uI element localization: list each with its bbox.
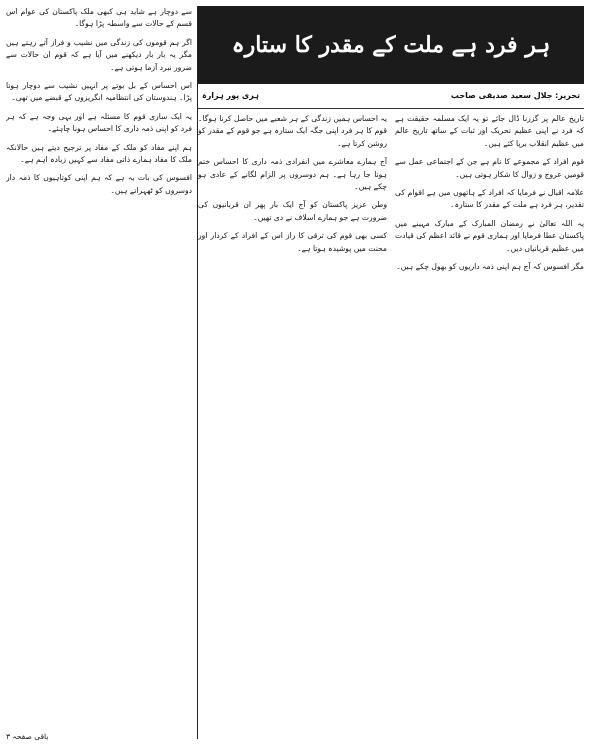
byline-label: تحریر: bbox=[555, 90, 580, 100]
headline-banner bbox=[198, 6, 584, 84]
article-subcolumn-right bbox=[395, 113, 584, 723]
paragraph: اگر ہم قوموں کی زندگی میں نشیب و فراز آتے رہتے ہیں مگر یہ بار بار دیکھنے میں آیا ہے کہ قوم ان حالات سے ضرور نبرد آزما ہوتی ہے۔ bbox=[6, 37, 192, 72]
paragraph: یہ ایک ساری قوم کا مسئلہ ہے اور یہی وجہ ہے کہ ہر فرد کو اپنی ذمہ داری کا احساس ہونا چاہئے۔ bbox=[6, 111, 192, 134]
paragraph: قوم افراد کے مجموعے کا نام ہے جن کے اجتماعی عمل سے قومیں عروج و زوال کا شکار ہوتی ہیں۔ bbox=[395, 157, 584, 179]
paragraph: اس احساس کے بل بوتے پر انہیں نشیب سے دوچار ہونا پڑا۔ ہندوستان کی انتظامیہ انگریزوں کے قبضے میں تھی۔ bbox=[6, 81, 192, 103]
byline bbox=[198, 84, 584, 109]
article-main-column bbox=[198, 6, 584, 739]
byline-location: ہری پور ہزارہ bbox=[202, 90, 259, 100]
paragraph: سے دوچار ہے شاید ہی کبھی ملک پاکستان کی عوام اس قسم کے حالات سے واسطہ پڑا ہوگا۔ bbox=[6, 7, 192, 29]
continued-note: باقی صفحہ ۳ bbox=[6, 732, 49, 741]
paragraph: مگر افسوس کہ آج ہم اپنی ذمہ داریوں کو بھول چکے ہیں۔ bbox=[396, 262, 584, 272]
byline-author-group bbox=[451, 90, 580, 102]
article-side-column bbox=[6, 6, 192, 739]
column-divider bbox=[197, 6, 198, 739]
paragraph: یہ اللہ تعالیٰ نے رمضان المبارک کے مبارک مہینے میں پاکستان عطا فرمایا اور ہماری قوم نے قائد اعظم کی قیادت میں عظیم قربانیاں دیں۔ bbox=[395, 218, 584, 253]
paragraph: ہم اپنے مفاد کو ملک کے مفاد پر ترجیح دیتے ہیں حالانکہ ملک کا مفاد ہمارے ذاتی مفاد سے کہیں زیادہ اہم ہے۔ bbox=[6, 142, 192, 165]
paragraph: افسوس کی بات یہ ہے کہ ہم اپنی کوتاہیوں کا ذمہ دار دوسروں کو ٹھہراتے ہیں۔ bbox=[6, 173, 192, 195]
paragraph: علامہ اقبال نے فرمایا کہ افراد کے ہاتھوں میں ہے اقوام کی تقدیر، ہر فرد ہے ملت کے مقدر کا ستارہ۔ bbox=[395, 188, 584, 210]
article-body bbox=[198, 113, 584, 723]
article-subcolumn-left bbox=[198, 113, 387, 723]
byline-author: جلال سعید صدیقی صاحب bbox=[450, 90, 553, 100]
headline: ہر فرد ہے ملت کے مقدر کا ستارہ bbox=[231, 31, 551, 58]
paragraph: وطن عزیز پاکستان کو آج ایک بار پھر ان قربانیوں کی ضرورت ہے جو ہمارے اسلاف نے دی تھیں۔ bbox=[198, 200, 387, 222]
paragraph: تاریخ عالم پر گزرنا ڈال جائے تو یہ ایک مسلمہ حقیقت ہے کہ فرد نے اپنی عظیم تحریک اور ثبات کے ساتھ تاریخ عالم میں عظیم انقلاب برپا کئے ہیں۔ bbox=[395, 114, 584, 148]
paragraph: یہ احساس ہمیں زندگی کے ہر شعبے میں حاصل کرنا ہوگا۔ قوم کا ہر فرد اپنی جگہ ایک ستارہ ہے جو قوم کے مقدر کو روشن کرتا ہے۔ bbox=[198, 114, 387, 148]
paragraph: آج ہمارے معاشرے میں انفرادی ذمہ داری کا احساس ختم ہوتا جا رہا ہے۔ ہم دوسروں پر الزام لگانے کے عادی ہو چکے ہیں۔ bbox=[198, 157, 387, 192]
paragraph: کسی بھی قوم کی ترقی کا راز اس کے افراد کے کردار اور محنت میں پوشیدہ ہوتا ہے۔ bbox=[198, 231, 387, 253]
